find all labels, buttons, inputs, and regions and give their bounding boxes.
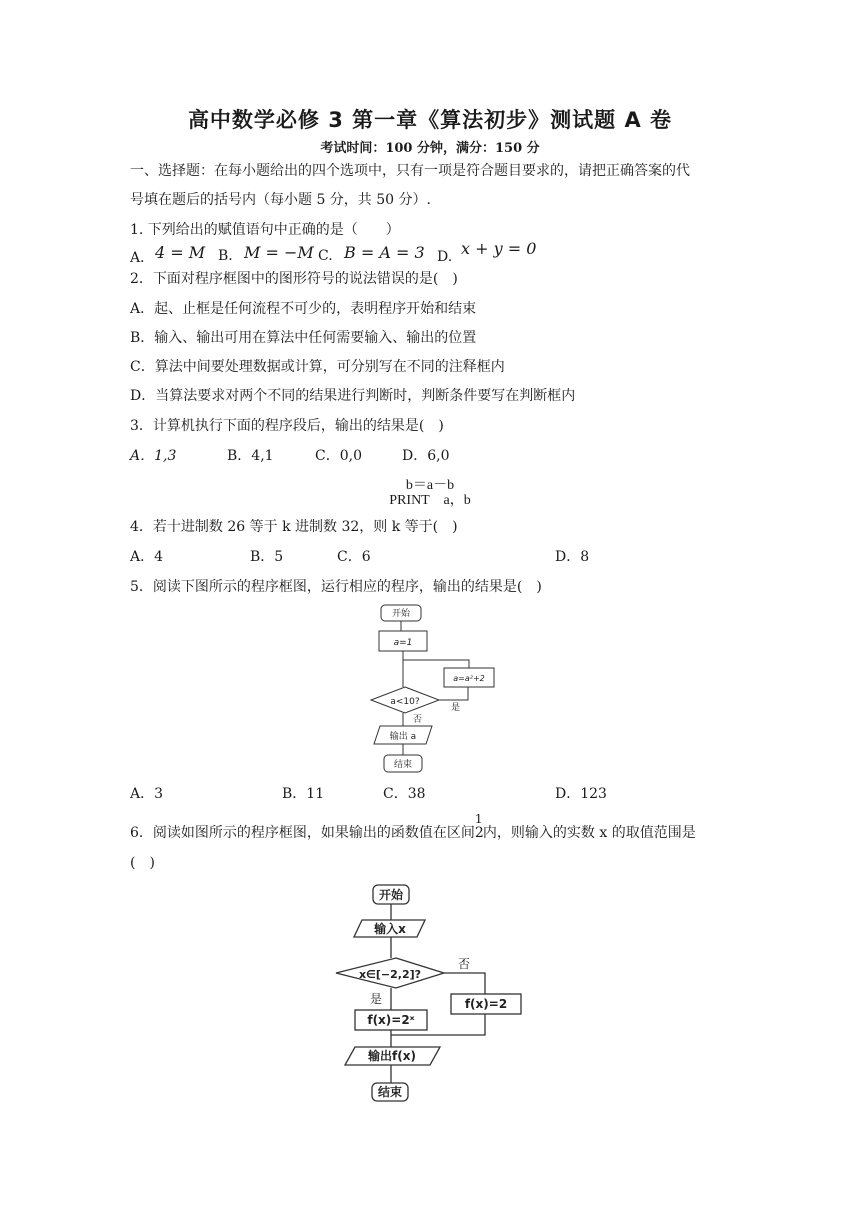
q4-option-b: B．5 bbox=[250, 549, 284, 565]
q2-option-a: A．起、止框是任何流程不可少的，表明程序开始和结束 bbox=[130, 301, 477, 317]
q6-stem bbox=[130, 812, 696, 842]
q4-option-c: C．6 bbox=[337, 549, 371, 565]
q4-stem: 4．若十进制数 26 等于 k 进制数 32，则 k 等于( ) bbox=[130, 519, 458, 535]
q5-start-label: 开始 bbox=[391, 609, 411, 619]
q6-stem-b: 内，则输入的实数 x 的取值范围是 bbox=[482, 825, 696, 841]
q6-flowchart bbox=[330, 880, 530, 1105]
q4-option-a: A．4 bbox=[130, 549, 164, 565]
q6-stem-a: 6．阅读如图所示的程序框图，如果输出的函数值在区间 bbox=[130, 825, 475, 841]
q5-option-d: D．123 bbox=[555, 786, 607, 802]
q5-output-label: 输出 a bbox=[389, 732, 417, 742]
q3-option-d: D．6,0 bbox=[402, 448, 450, 464]
exam-info: 考试时间：100 分钟，满分：150 分 bbox=[320, 141, 540, 156]
q4-option-d: D．8 bbox=[555, 549, 590, 565]
q1-options bbox=[130, 239, 570, 267]
q5-yes-label: 是 bbox=[451, 703, 461, 713]
q1-option-a-letter: A． bbox=[130, 250, 155, 266]
q6-fraction bbox=[474, 812, 484, 841]
q5-no-label: 否 bbox=[413, 715, 423, 725]
q6-fraction-num: 1 bbox=[474, 812, 483, 826]
q6-output-label: 输出f(x) bbox=[368, 1049, 416, 1063]
q6-no-branch-label: f(x)=2 bbox=[464, 997, 508, 1011]
q1-stem: 1. 下列给出的赋值语句中正确的是（ ） bbox=[130, 222, 400, 238]
q5-option-b: B．11 bbox=[282, 786, 325, 802]
q2-stem: 2．下面对程序框图中的图形符号的说法错误的是( ) bbox=[130, 271, 458, 287]
instructions-line-2: 号填在题后的括号内（每小题 5 分，共 50 分）. bbox=[130, 192, 431, 208]
q5-stem: 5．阅读下图所示的程序框图，运行相应的程序，输出的结果是( ) bbox=[130, 579, 542, 595]
q6-no-line bbox=[444, 973, 485, 994]
q6-yes-branch-label: f(x)=2ˣ bbox=[367, 1013, 415, 1027]
q5-loop-line bbox=[403, 660, 469, 668]
q3-option-c: C．0,0 bbox=[315, 448, 362, 464]
q2-option-d: D．当算法要求对两个不同的结果进行判断时，判断条件要写在判断框内 bbox=[130, 388, 576, 404]
q5-flowchart bbox=[355, 598, 515, 778]
q5-option-a: A．3 bbox=[130, 786, 164, 802]
q3-option-a: A．1,3 bbox=[130, 448, 177, 464]
q6-yes-label: 是 bbox=[370, 992, 383, 1006]
q2-option-c: C．算法中间要处理数据或计算，可分别写在不同的注释框内 bbox=[130, 359, 505, 375]
q5-init-label: a=1 bbox=[393, 638, 413, 648]
q6-paren: ( ) bbox=[130, 855, 155, 871]
q1-option-c-expr: B = A = 3 bbox=[344, 243, 425, 262]
q1-option-c-letter: C. bbox=[318, 248, 333, 264]
q6-end-label: 结束 bbox=[377, 1085, 403, 1099]
q5-option-c: C．38 bbox=[383, 786, 426, 802]
page-title: 高中数学必修 3 第一章《算法初步》测试题 A 卷 bbox=[187, 108, 673, 132]
q3-code-line-2: PRINT a，b bbox=[389, 493, 471, 508]
q6-no-label: 否 bbox=[458, 957, 471, 971]
q3-stem: 3．计算机执行下面的程序段后，输出的结果是( ) bbox=[130, 418, 444, 434]
q3-code-line-1: b＝a－b bbox=[405, 478, 455, 493]
q1-option-b-expr: M = −M bbox=[244, 243, 314, 262]
q1-option-a-expr: 4 = M bbox=[155, 243, 206, 262]
q6-cond-label: x∈[−2,2]? bbox=[358, 968, 422, 981]
q6-input-label: 输入x bbox=[374, 922, 406, 936]
q1-option-b-letter: B. bbox=[218, 248, 233, 264]
q6-start-label: 开始 bbox=[378, 888, 404, 902]
instructions-line-1: 一、选择题：在每小题给出的四个选项中，只有一项是符合题目要求的，请把正确答案的代 bbox=[130, 163, 690, 179]
q5-body-label: a=a²+2 bbox=[453, 674, 485, 683]
q6-fraction-den: 2 bbox=[474, 825, 484, 841]
q1-option-d-letter: D. bbox=[437, 249, 453, 265]
q3-option-b: B．4,1 bbox=[227, 448, 274, 464]
q2-option-b: B．输入、输出可用在算法中任何需要输入、输出的位置 bbox=[130, 330, 477, 346]
q1-option-d-expr: x + y = 0 bbox=[461, 239, 537, 258]
q5-end-label: 结束 bbox=[393, 760, 413, 770]
q5-loop-line bbox=[439, 687, 468, 700]
q5-cond-label: a<10? bbox=[390, 697, 420, 707]
